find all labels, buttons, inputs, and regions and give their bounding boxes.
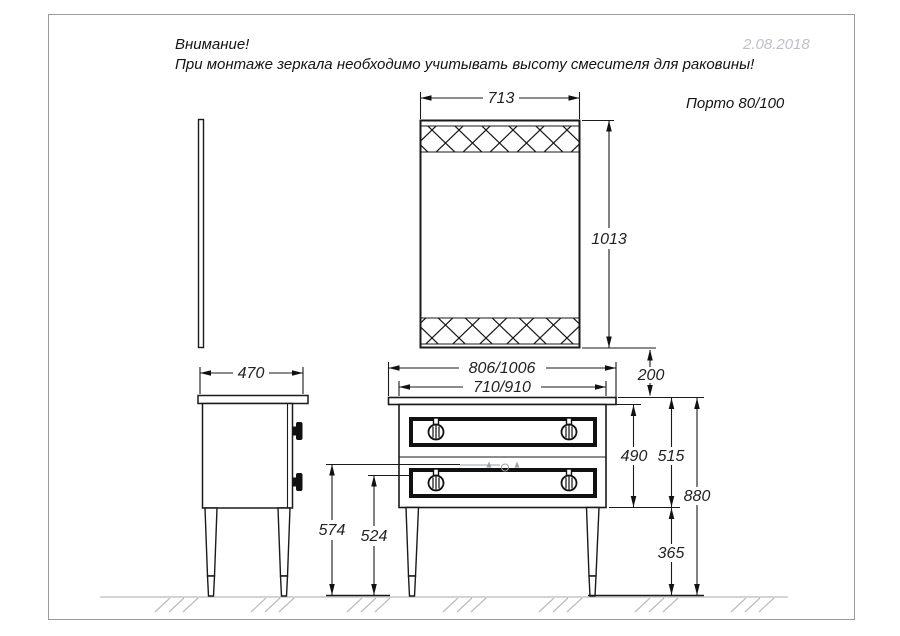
side-countertop [198, 396, 308, 404]
dimension-body-width [399, 379, 606, 396]
dimension-gap [637, 350, 665, 397]
date-stamp: 2.08.2018 [743, 36, 810, 53]
dim-mirror-width: 713 [487, 90, 515, 107]
dim-body-width: 710/910 [473, 379, 531, 396]
dimension-drawer-gap-height [319, 465, 346, 596]
dimension-lower-drawer-height [361, 476, 388, 596]
dimension-legs-height [658, 508, 685, 595]
dim-mirror-height: 1013 [591, 231, 627, 248]
floor-line [100, 597, 788, 612]
warning-title: Внимание! [175, 36, 250, 53]
side-legs [205, 508, 290, 596]
vanity-front-view [389, 398, 617, 597]
mirror-bottom-ornament [422, 318, 579, 344]
dimension-drawers-height [621, 405, 648, 507]
dim-total-height: 880 [683, 488, 711, 505]
dimension-mirror-width [421, 90, 580, 119]
dim-top-width: 806/1006 [468, 360, 536, 377]
dim-legs-height: 365 [657, 545, 685, 562]
dim-lower-drawer-height: 524 [360, 528, 388, 545]
dim-drawers-height: 490 [620, 448, 648, 465]
dimension-total-height [684, 398, 711, 595]
dim-gap: 200 [637, 367, 665, 384]
dimension-mirror-height [582, 121, 656, 349]
front-countertop [389, 398, 617, 405]
dimension-depth [200, 365, 303, 394]
front-legs [406, 508, 599, 597]
side-body [203, 404, 293, 509]
mirror-side-view [199, 120, 204, 348]
vanity-side-view [198, 396, 308, 597]
dimension-body-height [658, 398, 685, 507]
model-name: Порто 80/100 [686, 95, 785, 112]
mirror-front-view [421, 121, 580, 348]
side-knob-upper [293, 422, 303, 440]
mirror-top-ornament [422, 126, 579, 152]
dim-body-height: 515 [657, 448, 685, 465]
dim-depth: 470 [237, 365, 265, 382]
side-knob-lower [293, 473, 303, 491]
dim-drawer-gap-height: 574 [318, 522, 346, 539]
warning-text: При монтаже зеркала необходимо учитывать высоту смесителя для раковины! [175, 56, 755, 73]
